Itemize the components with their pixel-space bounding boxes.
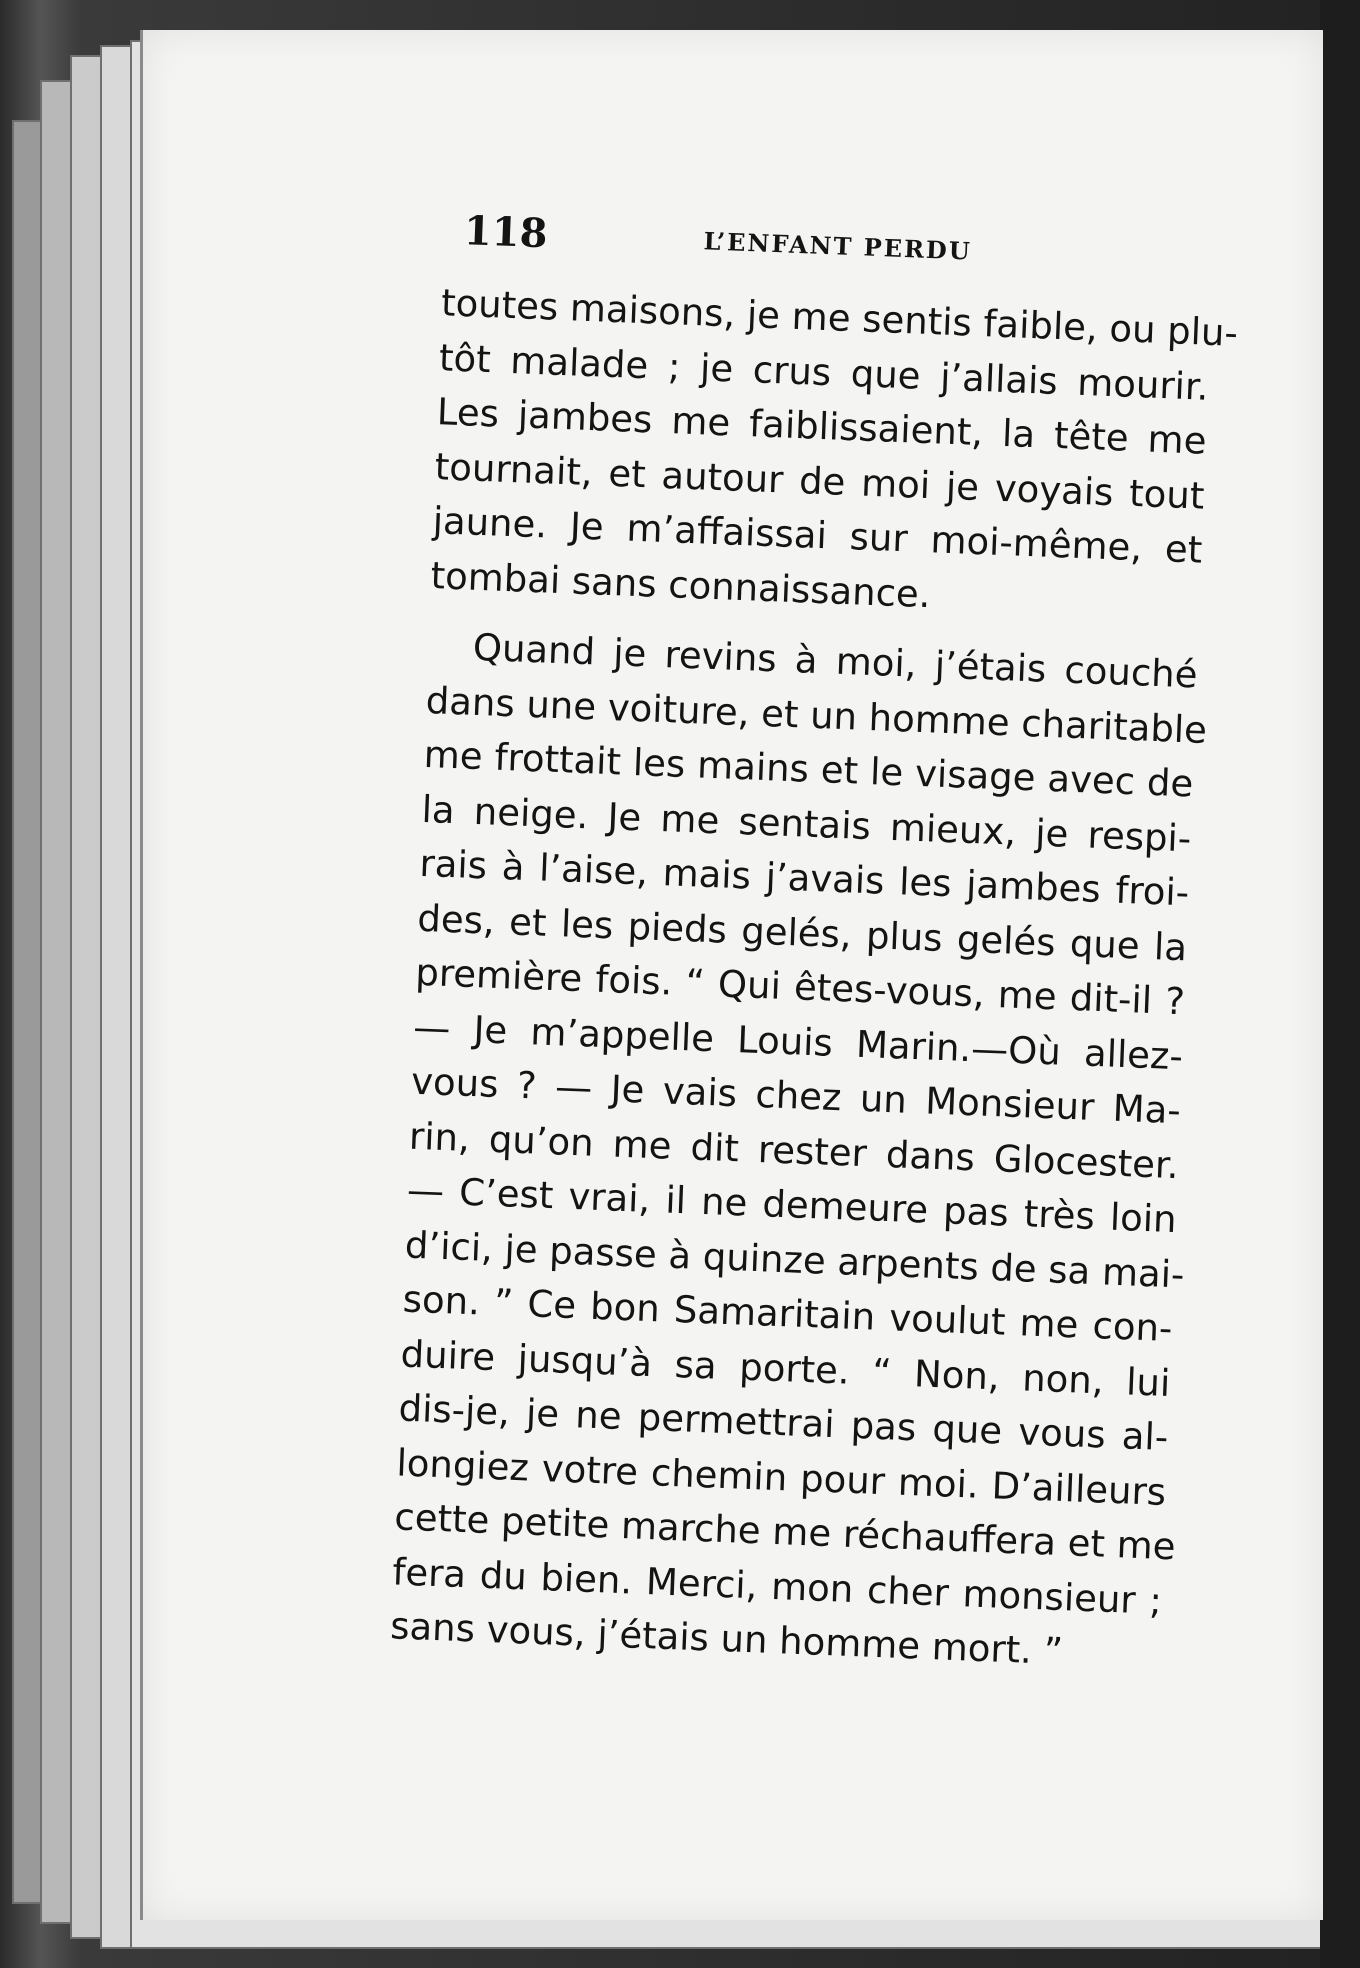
text-line: la neige. Je me sentais mieux, je respi- bbox=[420, 787, 1192, 860]
text-line: sans vous, j’étais un homme mort. ” bbox=[389, 1604, 1064, 1674]
text-line: tournait, et autour de moi je voyais tout bbox=[434, 444, 1206, 518]
book-spine-shadow bbox=[1320, 0, 1360, 1968]
text-line: — C’est vrai, il ne demeure pas très loin bbox=[406, 1168, 1178, 1242]
running-head: L’ENFANT PERDU bbox=[703, 226, 973, 266]
text-line: rin, qu’on me dit rester dans Glocester. bbox=[408, 1114, 1180, 1187]
text-line: me frottait les mains et le visage avec de bbox=[422, 732, 1195, 806]
text-line: tombai sans connaissance. bbox=[429, 553, 932, 616]
text-line: toutes maisons, je me sentis faible, ou plu- bbox=[440, 281, 1239, 355]
text-line: duire jusqu’à sa porte. “ Non, non, lui bbox=[399, 1332, 1172, 1405]
text-line: longiez votre chemin pour moi. D’ailleurs bbox=[395, 1440, 1167, 1514]
text-line: Quand je revins à moi, j’étais couché bbox=[472, 625, 1199, 697]
page-text bbox=[224, 200, 1259, 1685]
paragraph-2 bbox=[224, 613, 1208, 1684]
text-line: tôt malade ; je crus que j’allais mourir. bbox=[438, 335, 1210, 409]
text-line: cette petite marche me réchauffera et me bbox=[393, 1495, 1177, 1569]
text-line: jaune. Je m’affaissai sur moi-même, et bbox=[431, 499, 1204, 572]
text-line: première fois. “ Qui êtes-vous, me dit-il ? bbox=[414, 950, 1186, 1024]
paragraph-1 bbox=[265, 270, 1239, 633]
text-line: rais à l’aise, mais j’avais les jambes froi- bbox=[418, 841, 1190, 915]
text-line: Les jambes me faiblissaient, la tête me bbox=[436, 390, 1208, 463]
text-line: son. ” Ce bon Samaritain voulut me con- bbox=[402, 1277, 1174, 1351]
text-line: vous ? — Je vais chez un Monsieur Ma- bbox=[410, 1059, 1182, 1133]
text-line: des, et les pieds gelés, plus gelés que la bbox=[416, 896, 1188, 969]
text-line: dans une voiture, et un homme charitable bbox=[425, 678, 1208, 752]
text-line: d’ici, je passe à quinze arpents de sa mai- bbox=[404, 1223, 1186, 1296]
text-line: — Je m’appelle Louis Marin.—Où allez- bbox=[412, 1005, 1184, 1078]
page-number: 118 bbox=[463, 207, 549, 258]
text-line: fera du bien. Merci, mon cher monsieur ; bbox=[391, 1549, 1163, 1623]
text-line: dis-je, je ne permettrai pas que vous al- bbox=[397, 1386, 1169, 1459]
